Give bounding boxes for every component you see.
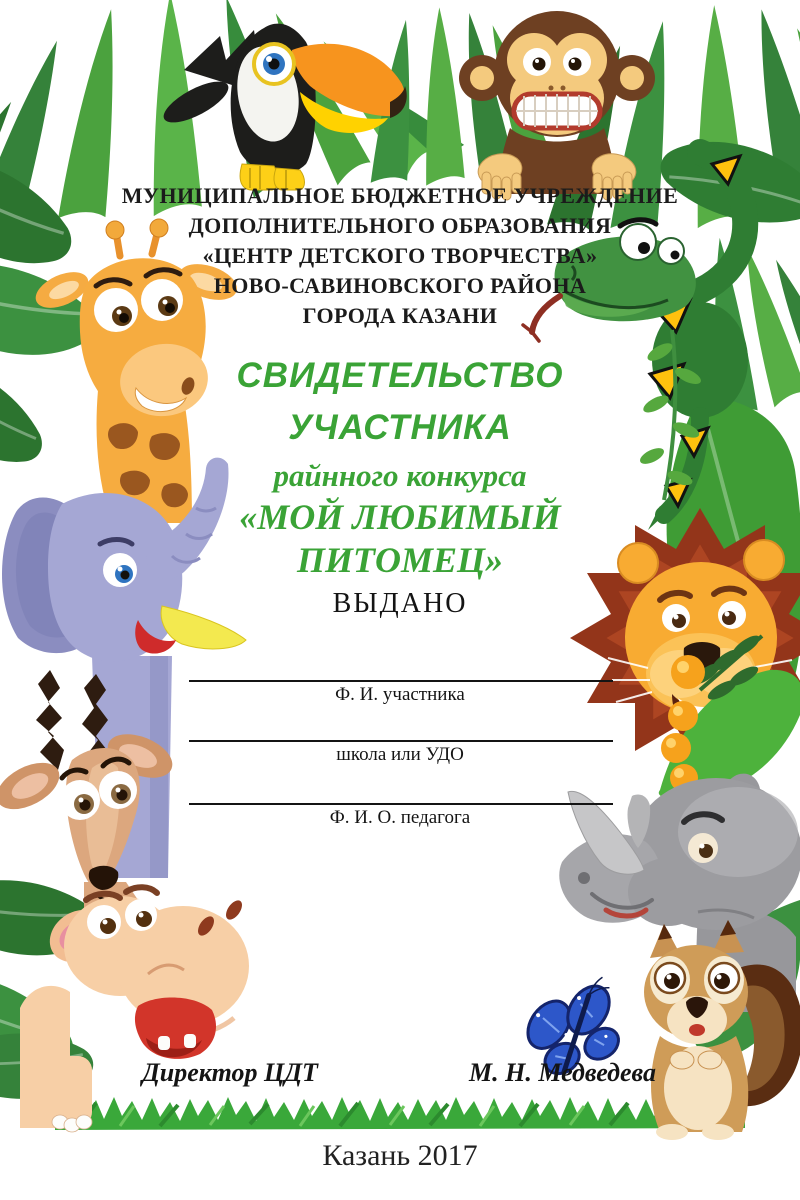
certificate-title bbox=[0, 350, 800, 454]
teacher-name-label: Ф. И. О. педагога bbox=[329, 807, 471, 828]
org-line: МУНИЦИПАЛЬНОЕ БЮДЖЕТНОЕ УЧРЕЖДЕНИЕ bbox=[121, 183, 679, 208]
signature-name: М. Н. Медведева bbox=[469, 1058, 656, 1087]
school-value bbox=[189, 714, 613, 738]
org-line: ДОПОЛНИТЕЛЬНОГО ОБРАЗОВАНИЯ bbox=[188, 213, 612, 238]
school-label: школа или УДО bbox=[336, 744, 464, 765]
organization-header bbox=[0, 181, 800, 331]
teacher-name-value bbox=[189, 777, 613, 801]
org-line: ГОРОДА КАЗАНИ bbox=[302, 303, 498, 328]
grass-strip bbox=[55, 1097, 745, 1130]
issued-label: ВЫДАНО bbox=[332, 588, 468, 619]
signature-row bbox=[142, 1058, 656, 1088]
title-line: СВИДЕТЕЛЬСТВО bbox=[236, 356, 564, 395]
participant-name-label: Ф. И. участника bbox=[335, 684, 465, 705]
signature-role: Директор ЦДТ bbox=[142, 1058, 318, 1087]
school-line bbox=[189, 740, 613, 742]
contest-type: райнного конкурса bbox=[273, 458, 527, 493]
participant-name-line bbox=[189, 680, 613, 682]
contest-name bbox=[0, 496, 800, 582]
city-year: Казань 2017 bbox=[322, 1139, 478, 1172]
teacher-name-line bbox=[189, 803, 613, 805]
participant-name-value bbox=[189, 654, 613, 678]
org-line: НОВО-САВИНОВСКОГО РАЙОНА bbox=[213, 273, 587, 298]
contest-name-line: ПИТОМЕЦ» bbox=[296, 540, 503, 580]
org-line: «ЦЕНТР ДЕТСКОГО ТВОРЧЕСТВА» bbox=[202, 243, 598, 268]
title-line: УЧАСТНИКА bbox=[288, 408, 512, 447]
contest-name-line: «МОЙ ЛЮБИМЫЙ bbox=[239, 497, 561, 537]
